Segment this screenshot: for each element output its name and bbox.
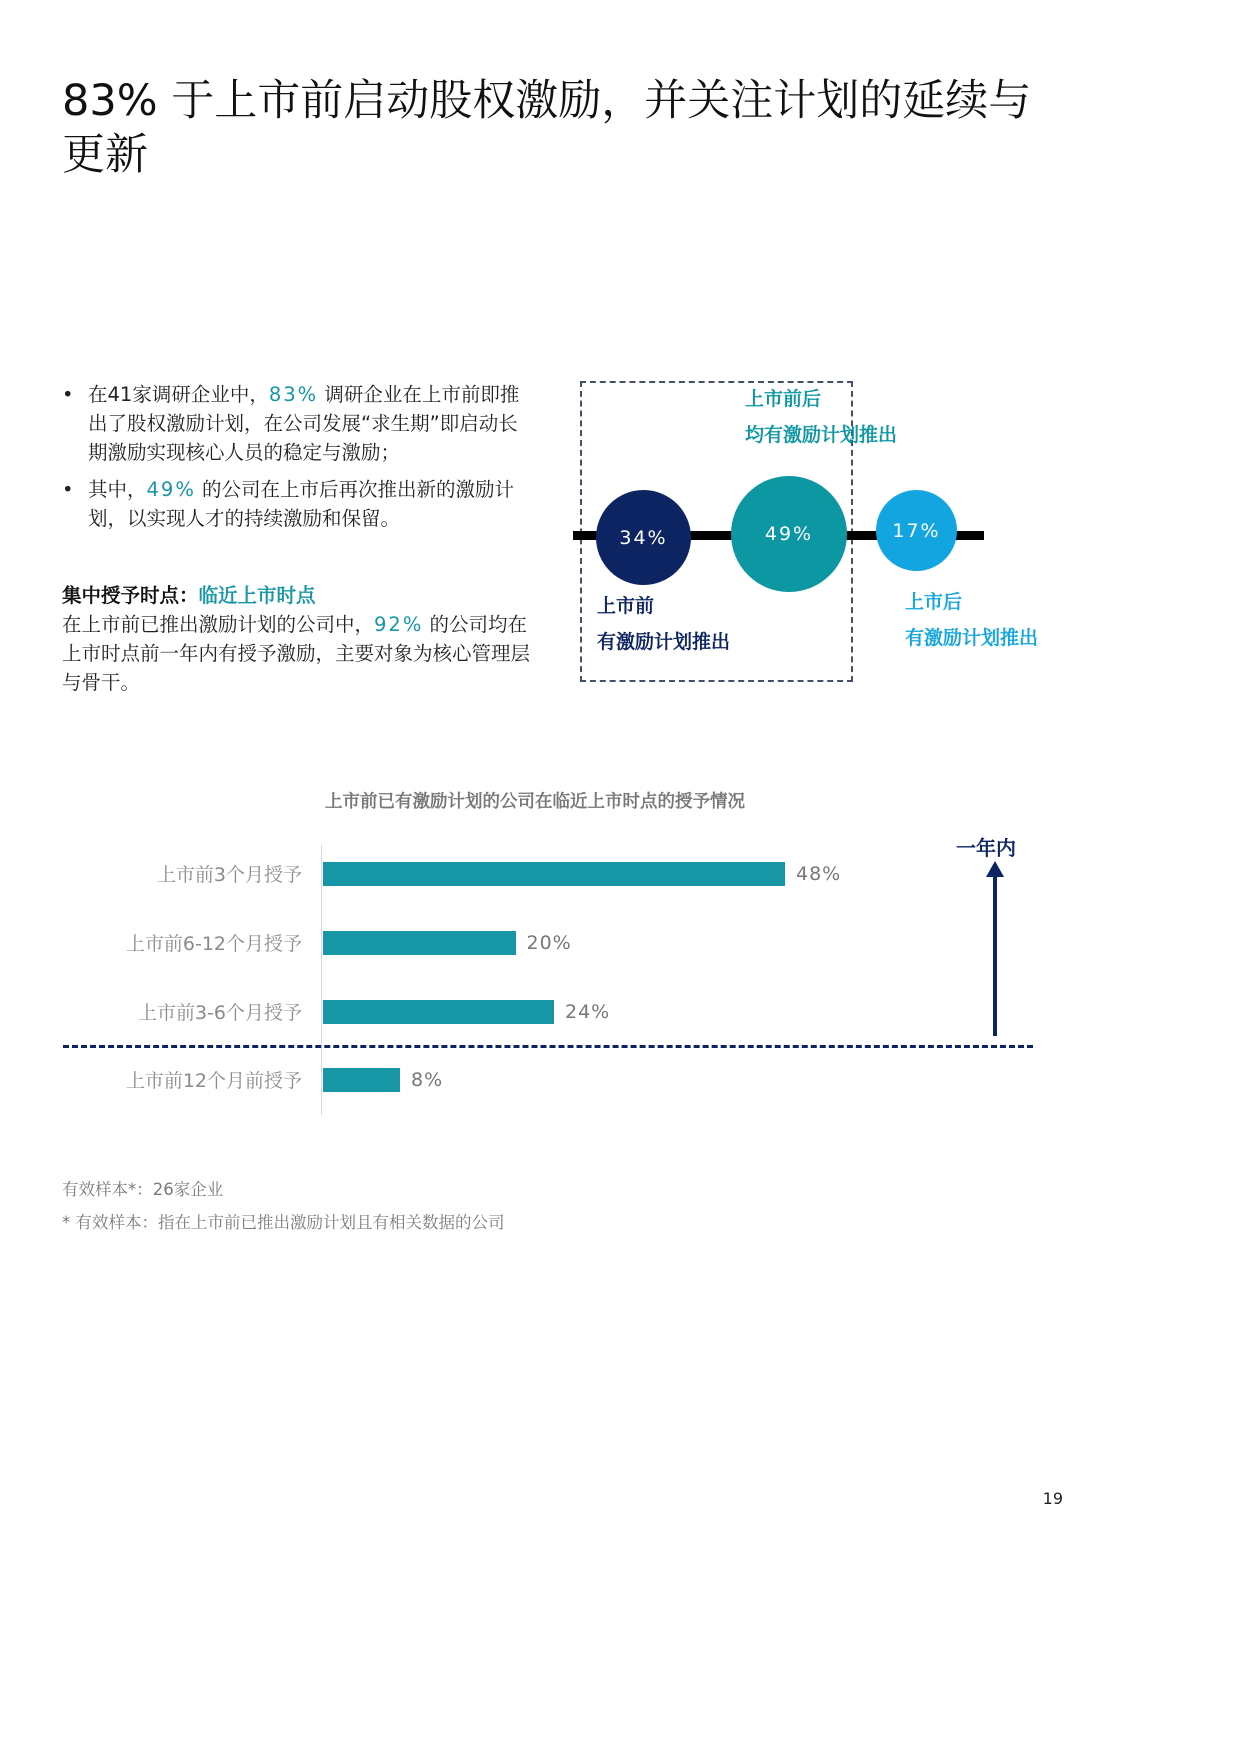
circle-before-listing: 34%	[596, 490, 691, 585]
highlight-percent: 49%	[146, 478, 196, 501]
bar	[323, 862, 785, 886]
bar-value-label: 20%	[526, 932, 572, 954]
one-year-divider	[63, 1045, 1033, 1048]
circle-after-listing: 17%	[876, 490, 957, 571]
bullet-item: • 其中，49% 的公司在上市后再次推出新的激励计划，以实现人才的持续激励和保留。	[62, 478, 515, 530]
focus-paragraph: 集中授予时点：临近上市时点 在上市前已推出激励计划的公司中，92% 的公司均在上市时点前一年内有授予激励，主要对象为核心管理层与骨干。	[62, 584, 531, 694]
bar-category-label: 上市前3-6个月授予	[137, 1002, 302, 1024]
bar	[323, 1000, 554, 1024]
bar-value-label: 48%	[796, 863, 842, 885]
bar-value-label: 24%	[565, 1001, 611, 1023]
within-one-year-label: 一年内	[956, 836, 1016, 860]
bullet-list	[62, 380, 532, 541]
bar	[323, 1068, 400, 1092]
bar	[323, 931, 516, 955]
label-after-listing: 上市后 有激励计划推出	[905, 591, 1039, 649]
arrow-shaft	[993, 870, 997, 1036]
sample-definition: * 有效样本：指在上市前已推出激励计划且有相关数据的公司	[62, 1213, 505, 1232]
focus-heading-highlight: 临近上市时点	[198, 584, 316, 607]
highlight-percent: 83%	[268, 383, 319, 406]
bar-category-label: 上市前3个月授予	[156, 864, 302, 886]
bar-value-label: 8%	[411, 1069, 444, 1091]
page-title: 83% 于上市前启动股权激励，并关注计划的延续与更新	[62, 76, 1032, 180]
page-number: 19	[1042, 1489, 1063, 1508]
circle-before-and-after-listing: 49%	[731, 476, 847, 592]
label-before-and-after: 上市前后 均有激励计划推出	[745, 388, 898, 446]
chart-axis	[321, 845, 322, 1115]
bullet-item: • 在41家调研企业中，83% 调研企业在上市前即推出了股权激励计划，在公司发展“求生期”即启动长期激励实现核心人员的稳定与激励；	[62, 383, 520, 464]
chart-title: 上市前已有激励计划的公司在临近上市时点的授予情况	[325, 792, 745, 812]
bar-category-label: 上市前6-12个月授予	[125, 933, 302, 955]
highlight-percent: 92%	[374, 613, 424, 636]
label-before-listing: 上市前 有激励计划推出	[597, 595, 731, 653]
sample-note: 有效样本*：26家企业	[62, 1180, 224, 1199]
focus-heading: 集中授予时点：	[62, 584, 199, 607]
arrow-up-icon	[986, 861, 1004, 877]
bar-category-label: 上市前12个月前授予	[125, 1070, 302, 1092]
